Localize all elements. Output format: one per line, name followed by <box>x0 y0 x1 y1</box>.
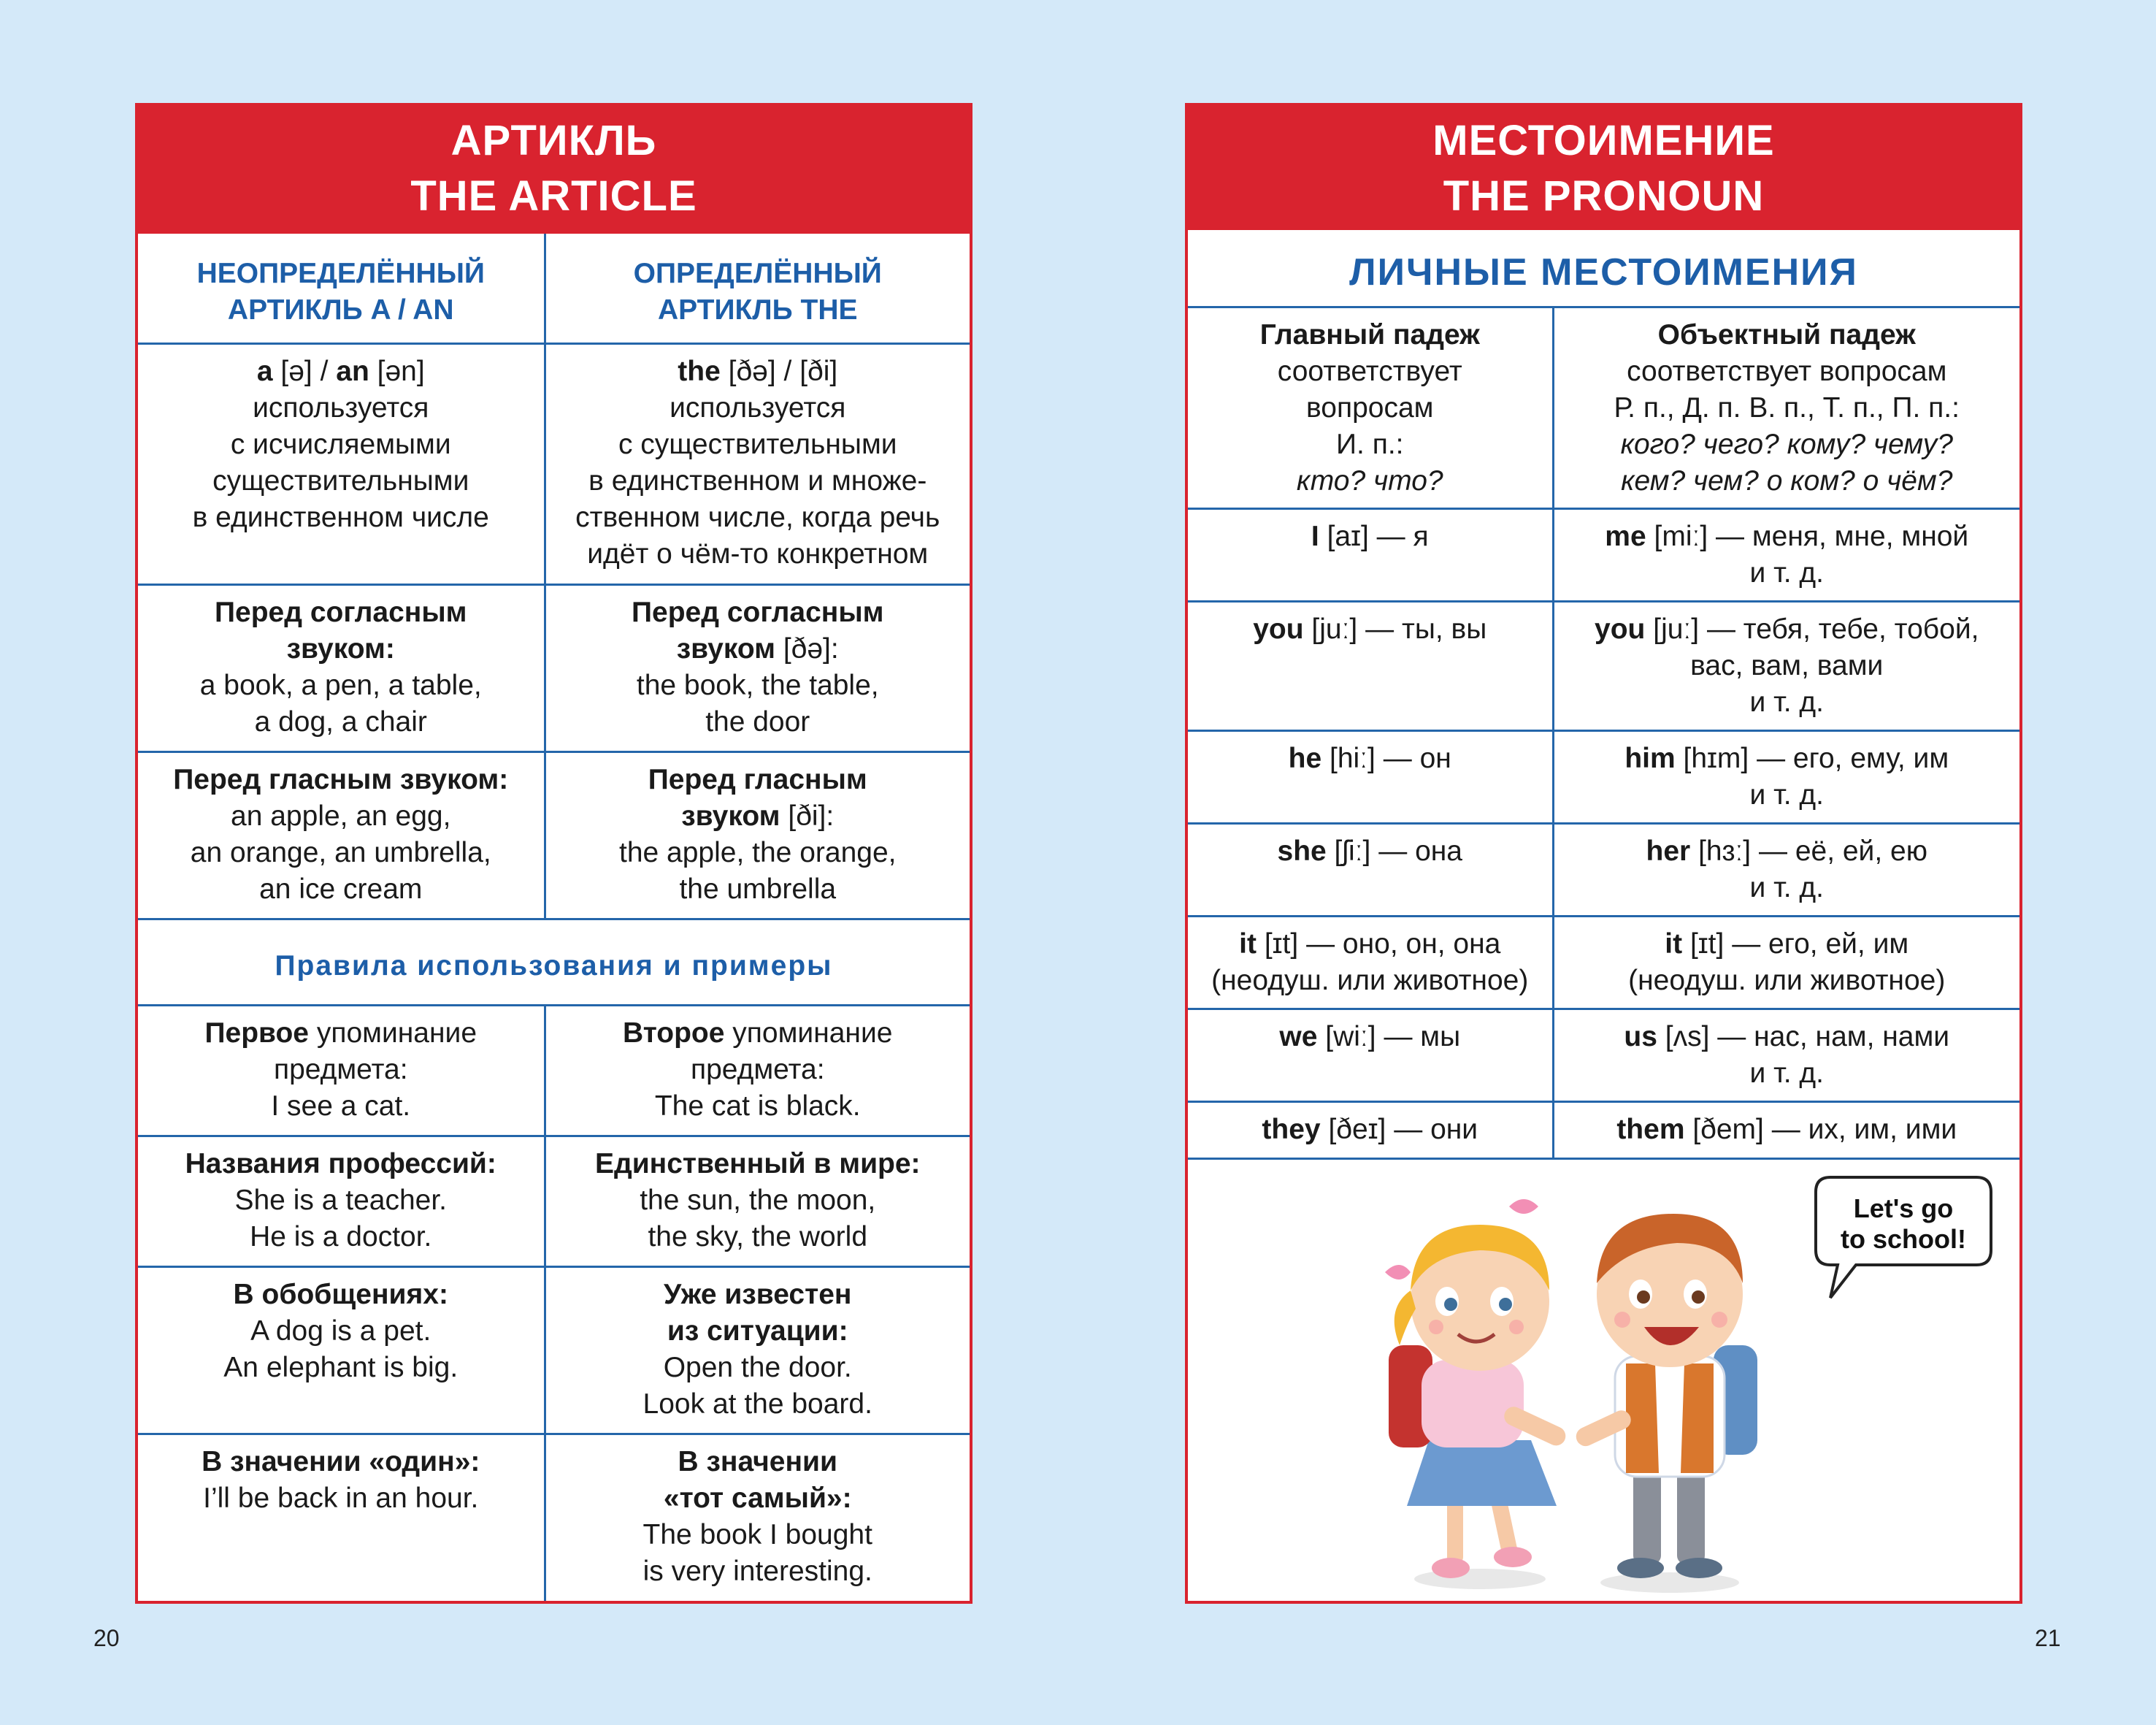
vowel-definite-cell: Перед гласным звуком [ði]: the apple, the orange, the umbrella <box>545 751 970 919</box>
page-number-left: 20 <box>93 1625 120 1651</box>
pronoun-row-object: them [ðem] — их, им, ими <box>1553 1101 2019 1158</box>
pronoun-row-subject: she [ʃiː] — она <box>1188 823 1553 916</box>
pronoun-row-subject: we [wiː] — мы <box>1188 1009 1553 1101</box>
pronoun-row-object: you [juː] — тебя, тебе, тобой, вас, вам, вами и т. д. <box>1553 601 2019 730</box>
pronoun-row-object: us [ʌs] — нас, нам, нами и т. д. <box>1553 1009 2019 1101</box>
definite-intro-cell: the [ðə] / [ði] используется с существительными в единственном и множе- ственном числе, когда речь идёт о чём-то конкретном <box>545 343 970 584</box>
rule-known-from-context: Уже известен из ситуации: Open the door. Look at the board. <box>545 1266 970 1434</box>
article-header <box>138 106 970 234</box>
definite-article-header: ОПРЕДЕЛЁННЫЙ АРТИКЛЬ THE <box>545 234 970 343</box>
pronoun-panel <box>1185 103 2022 1604</box>
pronoun-row-object: me [miː] — меня, мне, мной и т. д. <box>1553 508 2019 601</box>
personal-pronouns-subtitle: ЛИЧНЫЕ МЕСТОИМЕНИЯ <box>1188 230 2019 307</box>
article-panel <box>135 103 972 1604</box>
rule-generalizations: В обобщениях: A dog is a pet. An elephant is big. <box>138 1266 545 1434</box>
speech-bubble-line-1: Let's go <box>1853 1193 1954 1223</box>
pronoun-header <box>1188 106 2019 230</box>
children-illustration <box>1188 1163 2019 1601</box>
vowel-indefinite-cell: Перед гласным звуком: an apple, an egg, an orange, an umbrella, an ice cream <box>138 751 545 919</box>
speech-bubble-line-2: to school! <box>1841 1224 1966 1254</box>
indefinite-intro-cell: a [ə] / an [ən] используется с исчисляемыми существительными в единственном числе <box>138 343 545 584</box>
pronoun-row-subject: I [aɪ] — я <box>1188 508 1553 601</box>
pronoun-row-object: her [hɜː] — её, ей, ею и т. д. <box>1553 823 2019 916</box>
rules-section-title: Правила использования и примеры <box>138 919 970 1005</box>
objective-case-header: Объектный падеж соответствует вопросам Р. п., Д. п. В. п., Т. п., П. п.: кого? чего? кому? чему? кем? чем? о ком? о чём? <box>1553 307 2019 508</box>
speech-bubble <box>1816 1177 1991 1298</box>
boy-figure <box>1573 1214 1757 1593</box>
pronoun-row-subject: they [ðeɪ] — они <box>1188 1101 1553 1158</box>
pronoun-row-subject: he [hiː] — он <box>1188 730 1553 823</box>
children-walking-illustration <box>1188 1163 2019 1601</box>
nominative-case-header: Главный падеж соответствует вопросам И. п.: кто? что? <box>1188 307 1553 508</box>
indefinite-article-header: НЕОПРЕДЕЛЁННЫЙ АРТИКЛЬ A / AN <box>138 234 545 343</box>
rule-unique: Единственный в мире: the sun, the moon, the sky, the world <box>545 1136 970 1266</box>
pronoun-title-ru: МЕСТОИМЕНИЕ <box>1432 117 1775 164</box>
pronoun-table <box>1188 230 2019 1160</box>
consonant-indefinite-cell: Перед согласным звуком: a book, a pen, a table, a dog, a chair <box>138 584 545 751</box>
rule-first-mention: Первое упоминание предмета: I see a cat. <box>138 1005 545 1136</box>
rule-professions: Названия профессий: She is a teacher. He is a doctor. <box>138 1136 545 1266</box>
pronoun-title-en: THE PRONOUN <box>1443 172 1765 220</box>
page-number-right: 21 <box>2035 1625 2061 1651</box>
pronoun-row-subject: it [ɪt] — оно, он, она (неодуш. или животное) <box>1188 916 1553 1009</box>
rule-meaning-one: В значении «один»: I’ll be back in an hour. <box>138 1434 545 1603</box>
rule-second-mention: Второе упоминание предмета: The cat is black. <box>545 1005 970 1136</box>
consonant-definite-cell: Перед согласным звуком [ðə]: the book, the table, the door <box>545 584 970 751</box>
article-table <box>138 234 970 1604</box>
rule-meaning-the-same: В значении «тот самый»: The book I bought is very interesting. <box>545 1434 970 1603</box>
article-title-ru: АРТИКЛЬ <box>450 117 657 164</box>
girl-figure <box>1385 1199 1569 1589</box>
pronoun-row-object: it [ɪt] — его, ей, им (неодуш. или животное) <box>1553 916 2019 1009</box>
article-title-en: THE ARTICLE <box>410 172 697 220</box>
pronoun-row-object: him [hɪm] — его, ему, им и т. д. <box>1553 730 2019 823</box>
pronoun-row-subject: you [juː] — ты, вы <box>1188 601 1553 730</box>
